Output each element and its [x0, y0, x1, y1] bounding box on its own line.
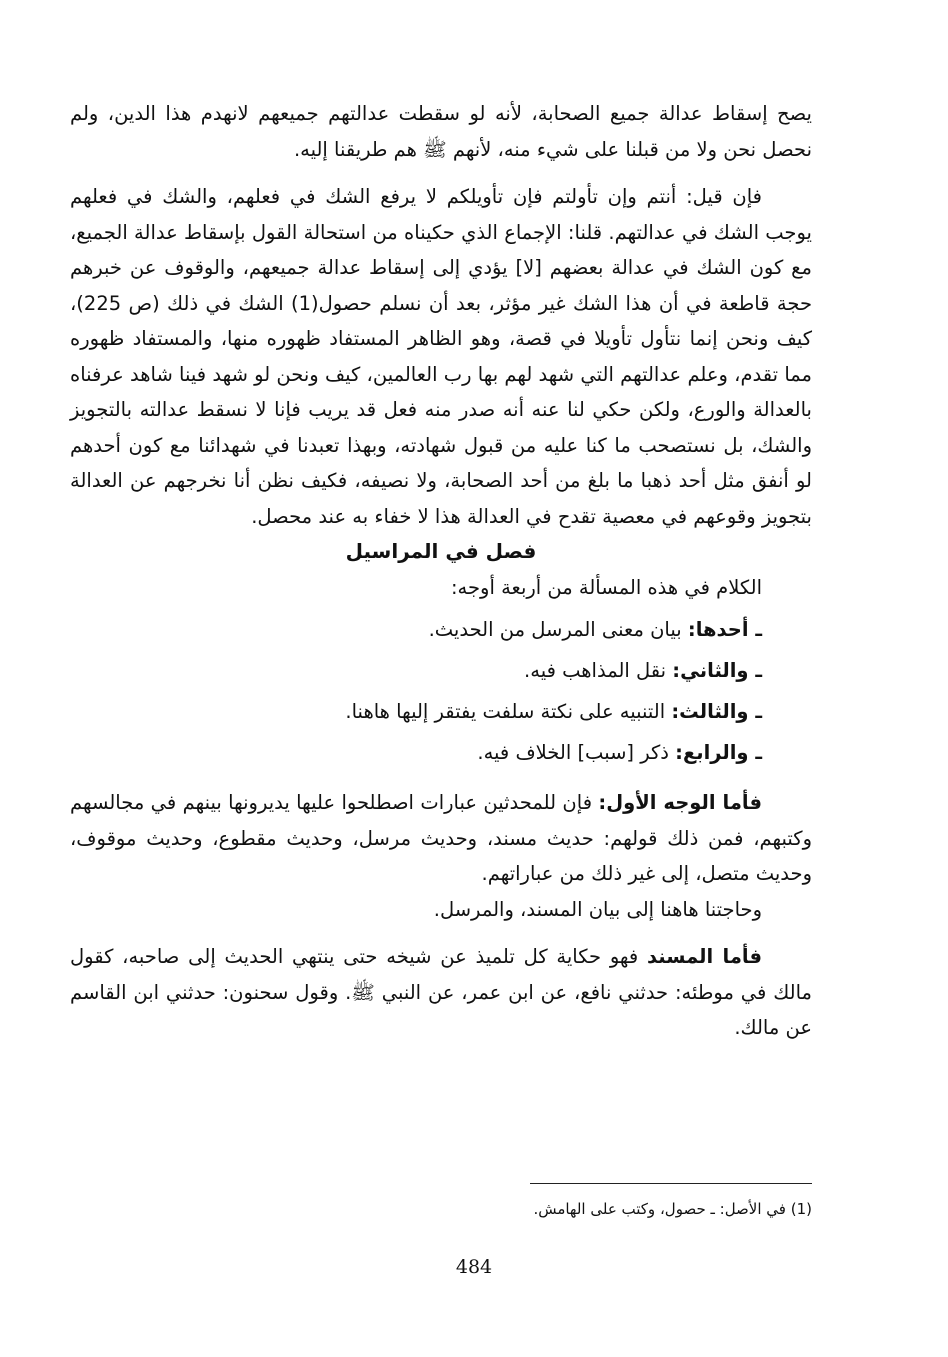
section-heading: فصل في المراسيل — [345, 539, 537, 563]
list-text: ذكر [سبب] الخلاف فيه. — [477, 741, 676, 764]
list-text: نقل المذاهب فيه. — [524, 659, 673, 682]
list-item — [70, 609, 812, 650]
list-text: بيان معنى المرسل من الحديث. — [428, 618, 688, 641]
footnote: (1) في الأصل: ـ حصول، وكتب على الهامش. — [533, 1200, 812, 1218]
paragraph-2: فإن قيل: أنتم وإن تأولتم فإن تأويلكم لا يرفع الشك في فعلهم، والشك في فعلهم يوجب الشك في عدالتهم. قلنا: الإجماع الذي حكيناه من استحالة القول بإسقاط عدالة الجميع، مع كون الشك في عدالة بعضهم [لا] يؤدي إلى إسقاط عدالة جميعهم، والوقوف عن خبرهم حجة قاطعة في أن هذا الشك غير مؤثر، بعد أن نسلم حصول(1) الشك في ذلك (ص 225)، كيف ونحن إنما نتأول تأويلا في قصة، وهو الظاهر المستفاد ظهوره منها، والمستفاد ظهوره مما تقدم، وعلم عدالتهم التي شهد لهم بها رب العالمين، كيف ونحن لو شهد فينا شاهد عرفناه بالعدالة والورع، ولكن حكي لنا عنه أنه صدر منه فعل قد يريب فإنا لا نسقط عدالته بالتجويز والشك، بل نستصحب ما كنا عليه من قبول شهادته، وبهذا تعبدنا في شهدائنا مع كون أحدهم لو أنفق مثل أحد ذهبا ما بلغ من أحد الصحابة، ولا نصيفه، فكيف نظن أنا نخرجهم عن العدالة بتجويز وقوعهم في معصية تقدح في العدالة هذا لا خفاء به عند محصل. — [70, 185, 812, 528]
list-term: ـ والثاني: — [672, 659, 762, 682]
intro-line: الكلام في هذه المسألة من أربعة أوجه: — [450, 575, 762, 599]
list-item — [70, 691, 812, 732]
paragraph-1: يصح إسقاط عدالة جميع الصحابة، لأنه لو سقطت عدالتهم جميعهم لانهدم هذا الدين، ولم نحصل نحن ولا من قبلنا على شيء منه، لأنهم ﷺ هم طريقنا إليه. — [70, 102, 812, 161]
section-musnad — [70, 939, 812, 1046]
page-body — [70, 96, 812, 1046]
list-item — [70, 650, 812, 691]
list-item — [70, 732, 812, 773]
list-term: ـ أحدها: — [687, 618, 762, 641]
section-musnad-term: فأما المسند — [647, 945, 762, 968]
section-first-term: فأما الوجه الأول: — [598, 791, 762, 814]
section-first-text: فإن للمحدثين عبارات اصطلحوا عليها يديرونها بينهم في مجالسهم وكتبهم، فمن ذلك قولهم: حديث مسند، وحديث مرسل، وحديث مقطوع، وحديث موقوف، وحديث متصل، إلى غير ذلك من عباراتهم. — [70, 791, 812, 885]
list-term: ـ والثالث: — [671, 700, 762, 723]
list-text: التنبيه على نكتة سلفت يفتقر إليها هاهنا. — [345, 700, 672, 723]
need-line: وحاجتنا هاهنا إلى بيان المسند، والمرسل. — [433, 897, 762, 921]
footnote-divider — [530, 1183, 812, 1184]
section-first-aspect — [70, 785, 812, 892]
page-number: 484 — [455, 1256, 493, 1278]
list-term: ـ والرابع: — [675, 741, 762, 764]
section-musnad-text: فهو حكاية كل تلميذ عن شيخه حتى ينتهي الحديث إلى صاحبه، كقول مالك في موطئه: حدثني نافع، عن ابن عمر، عن النبي ﷺ. وقول سحنون: حدثني ابن القاسم عن مالك. — [70, 945, 812, 1039]
